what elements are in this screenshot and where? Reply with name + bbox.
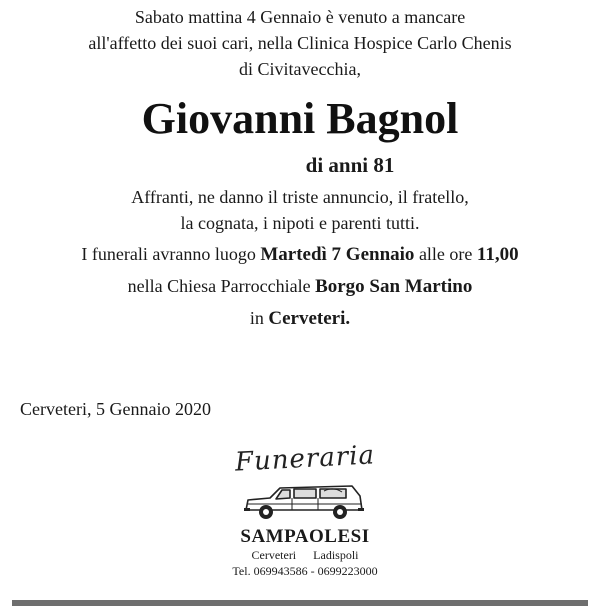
- funeral-middle: alle ore: [414, 244, 477, 264]
- family-line-2: la cognata, i nipoti e parenti tutti.: [180, 213, 420, 233]
- church-line: [0, 275, 600, 298]
- logo-towns: [210, 548, 400, 562]
- logo-script: Funeraria: [234, 440, 376, 478]
- funeral-time: 11,00: [476, 244, 519, 265]
- hearse-icon: [240, 478, 368, 524]
- deceased-name: Giovanni Bagnol: [141, 94, 459, 143]
- funeral-prefix: I funerali avranno luogo: [81, 244, 261, 264]
- church-prefix: nella Chiesa Parrocchiale: [127, 276, 316, 296]
- logo-town-1: Cerveteri: [251, 548, 297, 562]
- logo-town-2: Ladispoli: [313, 548, 359, 562]
- funeral-line: [0, 243, 600, 266]
- place-line: [0, 307, 600, 330]
- funeral-home-logo: [210, 440, 400, 590]
- intro-line-2: all'affetto dei suoi cari, nella Clinica Hospice Carlo Chenis: [88, 33, 512, 53]
- logo-telephone: Tel. 069943586 - 0699223000: [232, 564, 378, 578]
- funeral-day: Martedì 7 Gennaio: [260, 244, 415, 265]
- logo-brand: SAMPAOLESI: [240, 526, 370, 547]
- family-line-1: Affranti, ne danno il triste annuncio, il fratello,: [131, 187, 469, 207]
- intro-line-3: di Civitavecchia,: [239, 59, 361, 79]
- intro-line-1: Sabato mattina 4 Gennaio è venuto a mancare: [134, 7, 466, 27]
- place-prefix: in: [249, 308, 269, 328]
- deceased-age: di anni 81: [305, 153, 395, 177]
- notice-date: Cerveteri, 5 Gennaio 2020: [20, 399, 211, 419]
- bottom-divider: [12, 600, 588, 606]
- church-name: Borgo San Martino: [315, 276, 473, 297]
- place-name: Cerveteri.: [268, 308, 351, 329]
